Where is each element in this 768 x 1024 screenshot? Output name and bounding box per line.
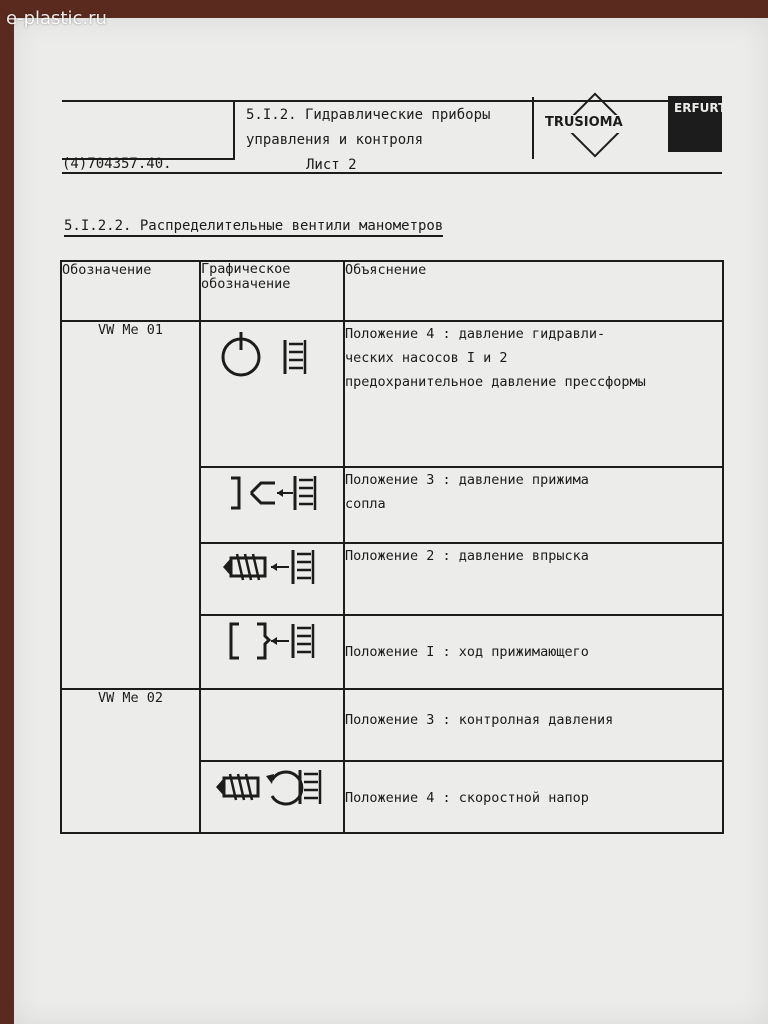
symbol-cell [200, 761, 344, 833]
explanation-text: Положение 2 : давление впрыска [345, 548, 589, 564]
valve-table [60, 260, 724, 834]
watermark: e-plastic.ru [6, 8, 107, 29]
explanation-cell [344, 761, 723, 833]
document-code: (4)704357.40. [62, 156, 172, 172]
circle-arrow-pressure-icon [217, 322, 327, 392]
symbol-cell [200, 615, 344, 689]
injection-screw-icon [217, 544, 327, 590]
explanation-cell [344, 543, 723, 615]
header-title-line-2: управления и контроля [246, 132, 424, 148]
symbol-cell [200, 543, 344, 615]
header-title-line-1: 5.I.2. Гидравлические приборы [246, 107, 491, 123]
col-header-explanation: Объяснение [344, 261, 723, 321]
table-row [61, 321, 723, 467]
explanation-text: Положение 4 : давление гидравли- ческих насосов I и 2 предохранительное давление прессформы [345, 326, 646, 390]
trusioma-logo-text: TRUSIOMA [545, 115, 655, 133]
explanation-cell [344, 615, 723, 689]
screw-rotation-icon [212, 762, 332, 812]
section-title: 5.I.2.2. Распределительные вентили манометров [64, 218, 443, 237]
table-header-row [61, 261, 723, 321]
explanation-cell [344, 467, 723, 543]
symbol-cell-empty [200, 689, 344, 761]
symbol-cell [200, 321, 344, 467]
table-row [61, 689, 723, 761]
header-top-rule [62, 100, 722, 102]
col-header-graphic: Графическое обозначение [200, 261, 344, 321]
nozzle-contact-icon [217, 468, 327, 518]
header-divider-1 [233, 100, 235, 160]
explanation-text: Положение 4 : скоростной напор [345, 790, 589, 806]
designation-cell: VW Me 02 [61, 689, 200, 833]
explanation-text: Положение 3 : давление прижима сопла [345, 472, 589, 512]
explanation-text: Положение I : ход прижимающего [345, 644, 589, 660]
explanation-cell [344, 689, 723, 761]
designation-cell: VW Me 01 [61, 321, 200, 689]
clamp-stroke-icon [217, 616, 327, 666]
col-header-designation: Обозначение [61, 261, 200, 321]
explanation-cell [344, 321, 723, 467]
erfurt-logo: ERFURT [668, 96, 722, 152]
symbol-cell [200, 467, 344, 543]
header-title-line-3: Лист 2 [306, 157, 357, 173]
explanation-text: Положение 3 : контролная давления [345, 712, 614, 728]
header-title [246, 103, 536, 178]
